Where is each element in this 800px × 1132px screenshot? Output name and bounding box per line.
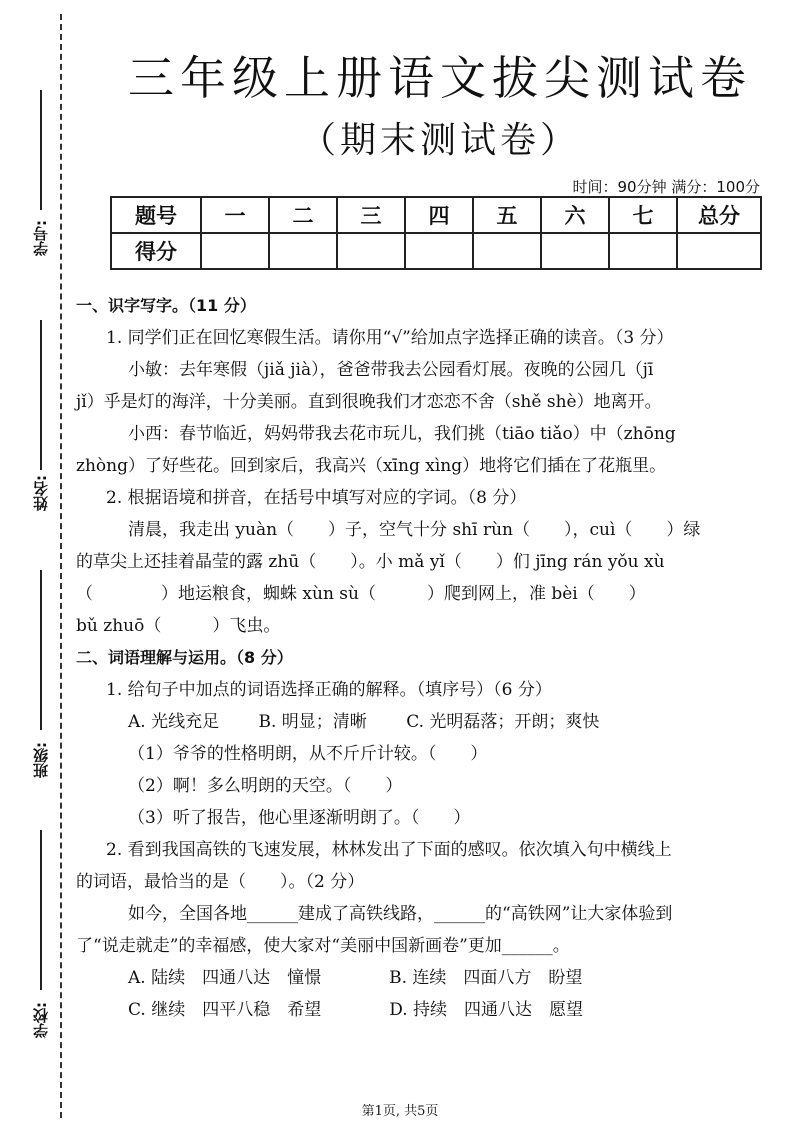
score-cell[interactable] — [269, 233, 337, 269]
score-cell[interactable] — [541, 233, 609, 269]
score-column-header: 三 — [337, 197, 405, 233]
exam-title: 三年级上册语文拔尖测试卷 — [128, 51, 752, 105]
score-cell-total[interactable] — [677, 233, 761, 269]
student-number-label: 学号: — [32, 220, 50, 256]
score-column-header: 五 — [473, 197, 541, 233]
class-field[interactable] — [18, 570, 52, 790]
question-passage: jǐ）乎是灯的海洋，十分美丽。直到很晚我们才恋恋不舍（shě shè）地离开。 — [76, 392, 662, 412]
sub-question: （2）啊！多么明朗的天空。（ ） — [128, 776, 403, 796]
score-column-header: 六 — [541, 197, 609, 233]
score-cell[interactable] — [201, 233, 269, 269]
score-column-header: 七 — [609, 197, 677, 233]
question-passage: 小西：春节临近，妈妈带我去花市玩儿，我们挑（tiāo tiǎo）中（zhōng — [128, 424, 676, 444]
page-footer: 第1页, 共5页 — [361, 1104, 439, 1119]
sub-question: （1）爷爷的性格明朗，从不斤斤计较。（ ） — [128, 744, 488, 764]
score-cell[interactable] — [337, 233, 405, 269]
name-blank[interactable] — [40, 320, 42, 470]
score-row-label: 得分 — [111, 233, 201, 269]
class-blank[interactable] — [40, 570, 42, 730]
school-field[interactable] — [18, 830, 52, 1050]
score-table — [110, 196, 762, 270]
question-prompt: 1. 给句子中加点的词语选择正确的解释。（填序号）（6 分） — [106, 680, 552, 700]
answer-options: A. 光线充足 B. 明显；清晰 C. 光明磊落；开朗；爽快 — [128, 712, 600, 732]
question-prompt: 2. 看到我国高铁的飞速发展，林林发出了下面的感叹。依次填入句中横线上 — [106, 840, 672, 860]
exam-subtitle: （期末测试卷） — [299, 120, 580, 161]
answer-options: A. 陆续 四通八达 憧憬 B. 连续 四面八方 盼望 — [128, 968, 583, 988]
class-label: 班级: — [32, 742, 50, 778]
binding-margin-dashed-line — [60, 14, 62, 1118]
question-passage: zhòng）了好些花。回到家后，我高兴（xīng xìng）地将它们插在了花瓶里。 — [76, 456, 667, 476]
score-cell[interactable] — [405, 233, 473, 269]
question-passage: bǔ zhuō（ ）飞虫。 — [76, 616, 281, 636]
section-heading: 二、词语理解与运用。（8 分） — [76, 648, 293, 667]
question-prompt: 的词语，最恰当的是（ ）。（2 分） — [76, 872, 365, 892]
student-number-blank[interactable] — [40, 90, 42, 210]
exam-content — [76, 290, 756, 1026]
score-cell[interactable] — [609, 233, 677, 269]
score-table-header-row — [111, 197, 761, 233]
score-column-header: 二 — [269, 197, 337, 233]
question-prompt: 1. 同学们正在回忆寒假生活。请你用“√”给加点字选择正确的读音。（3 分） — [106, 328, 674, 348]
question-passage: 如今，全国各地______建成了高铁线路，______的“高铁网”让大家体验到 — [128, 904, 673, 924]
question-passage: 清晨，我走出 yuàn（ ）子，空气十分 shī rùn（ ），cuì（ ）绿 — [128, 520, 701, 540]
question-passage: 小敏：去年寒假（jiǎ jià），爸爸带我去公园看灯展。夜晚的公园几（jī — [128, 360, 654, 380]
question-passage: 的草尖上还挂着晶莹的露 zhū（ ）。小 mǎ yǐ（ ）们 jīng rán yǒu xù — [76, 552, 665, 572]
exam-time-and-score-info: 时间：90分钟 满分：100分 — [572, 178, 760, 196]
school-blank[interactable] — [40, 830, 42, 990]
score-table-score-row — [111, 233, 761, 269]
name-field[interactable] — [18, 320, 52, 540]
section-heading: 一、识字写字。（11 分） — [76, 296, 256, 315]
sub-question: （3）听了报告，他心里逐渐明朗了。（ ） — [128, 808, 471, 828]
question-passage: （ ）地运粮食，蜘蛛 xùn sù（ ）爬到网上，准 bèi（ ） — [76, 584, 646, 604]
student-number-field[interactable] — [18, 90, 52, 280]
name-label: 姓名: — [32, 475, 50, 511]
question-prompt: 2. 根据语境和拼音，在括号中填写对应的字词。（8 分） — [106, 488, 527, 508]
score-cell[interactable] — [473, 233, 541, 269]
score-column-header: 一 — [201, 197, 269, 233]
score-column-header: 四 — [405, 197, 473, 233]
answer-options: C. 继续 四平八稳 希望 D. 持续 四通八达 愿望 — [128, 1000, 584, 1020]
school-label: 学校: — [32, 1002, 50, 1038]
score-column-header-total: 总分 — [677, 197, 761, 233]
question-passage: 了“说走就走”的幸福感，使大家对“美丽中国新画卷”更加______。 — [76, 936, 570, 956]
question-number-label: 题号 — [111, 197, 201, 233]
